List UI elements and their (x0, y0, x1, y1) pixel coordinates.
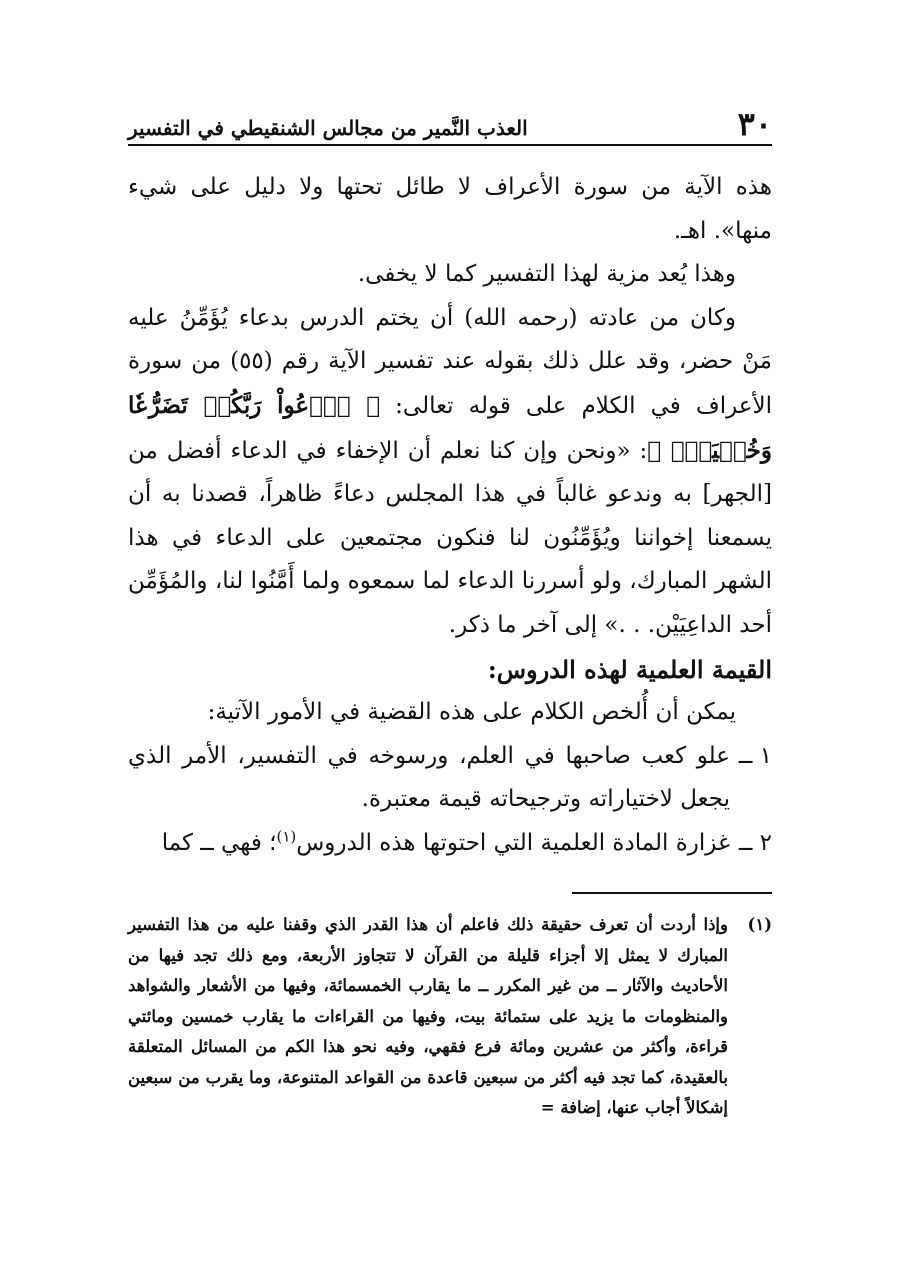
paragraph-quote-end: هذه الآية من سورة الأعراف لا طائل تحتها ولا دليل على شيء منها». اهـ. (128, 174, 772, 244)
page-header (128, 100, 772, 146)
quran-verse: ﴿ ٱدۡعُواْ رَبَّكُمۡ تَضَرُّعٗا وَخُفۡيَةًۚ ﴾ (128, 391, 772, 464)
paragraph-merit: وهذا يُعد مزية لهذا التفسير كما لا يخفى. (357, 261, 736, 288)
footnotes (128, 910, 772, 1124)
list-item-text-continued: ؛ فهي ــ كما (161, 829, 277, 856)
section-intro: يمكن أن أُلخص الكلام على هذه القضية في الأمور الآتية: (207, 699, 736, 726)
section-heading: القيمة العلمية لهذه الدروس: (487, 654, 772, 684)
footnote-text: وإذا أردت أن تعرف حقيقة ذلك فاعلم أن هذا القدر الذي وقفنا عليه من هذا التفسير المبارك لا يمثل إلا أجزاء قليلة من القرآن لا تتجاوز الأربعة، ومع ذلك تجد فيها من الأحاديث والآثار ــ من غير المكرر ــ ما يقارب الخمسمائة، وفيها من الأشعار والشواهد والمنظومات ما يزيد على ستمائة بيت، وفيها من القراءات ما يقارب خمسين ومائتي قراءة، وأكثر من عشرين ومائة فرع فقهي، وفيه نحو هذا الكم من المسائل المتعلقة بالعقيدة، كما تجد فيه أكثر من سبعين قاعدة من القواعد المتنوعة، وما يقرب من سبعين إشكالاً أجاب عنها، إضافة = (128, 915, 728, 1117)
list-item-text: غزارة المادة العلمية التي احتوتها هذه الدروس (296, 829, 730, 856)
running-title: العذب النَّمير من مجالس الشنقيطي في التفسير (128, 116, 528, 140)
list-item (128, 822, 772, 866)
main-text (128, 166, 772, 866)
page-number: ٣٠ (737, 105, 772, 143)
paragraph-dua-intro: وكان من عادته (رحمه الله) أن يختم الدرس بدعاء يُؤَمِّنُ عليه مَنْ حضر، وقد علل ذلك بقوله عند تفسير الآية رقم (٥٥) من سورة الأعراف في الكلام على قوله تعالى: (128, 304, 773, 419)
footnote (128, 910, 772, 1124)
footnote-number: (١) (747, 915, 772, 934)
footnote-ref[interactable]: (١) (276, 827, 297, 846)
list-item-number: ٢ ــ (738, 829, 772, 856)
paragraph-dua (128, 297, 772, 648)
list-item-text: علو كعب صاحبها في العلم، ورسوخه في التفسير، الأمر الذي يجعل لاختياراته وترجيحاته قيمة معتبرة. (128, 742, 730, 813)
paragraph-dua-quote: : «ونحن وإن كنا نعلم أن الإخفاء في الدعاء أفضل من [الجهر] به وندعو غالباً في هذا المجلس دعاءً ظاهراً، قصدنا به أن يسمعنا إخواننا ويُؤَمِّنُون لنا فنكون مجتمعين على الدعاء في هذا الشهر المبارك، ولو أسررنا الدعاء لما سمعوه ولما أَمَّنُوا لنا، والمُؤَمِّن أحد الداعِيَيْن. . .» إلى آخر ما ذكر. (128, 437, 772, 638)
list-item (128, 735, 772, 822)
footnote-separator (572, 892, 772, 894)
list-item-number: ١ ــ (738, 742, 772, 769)
